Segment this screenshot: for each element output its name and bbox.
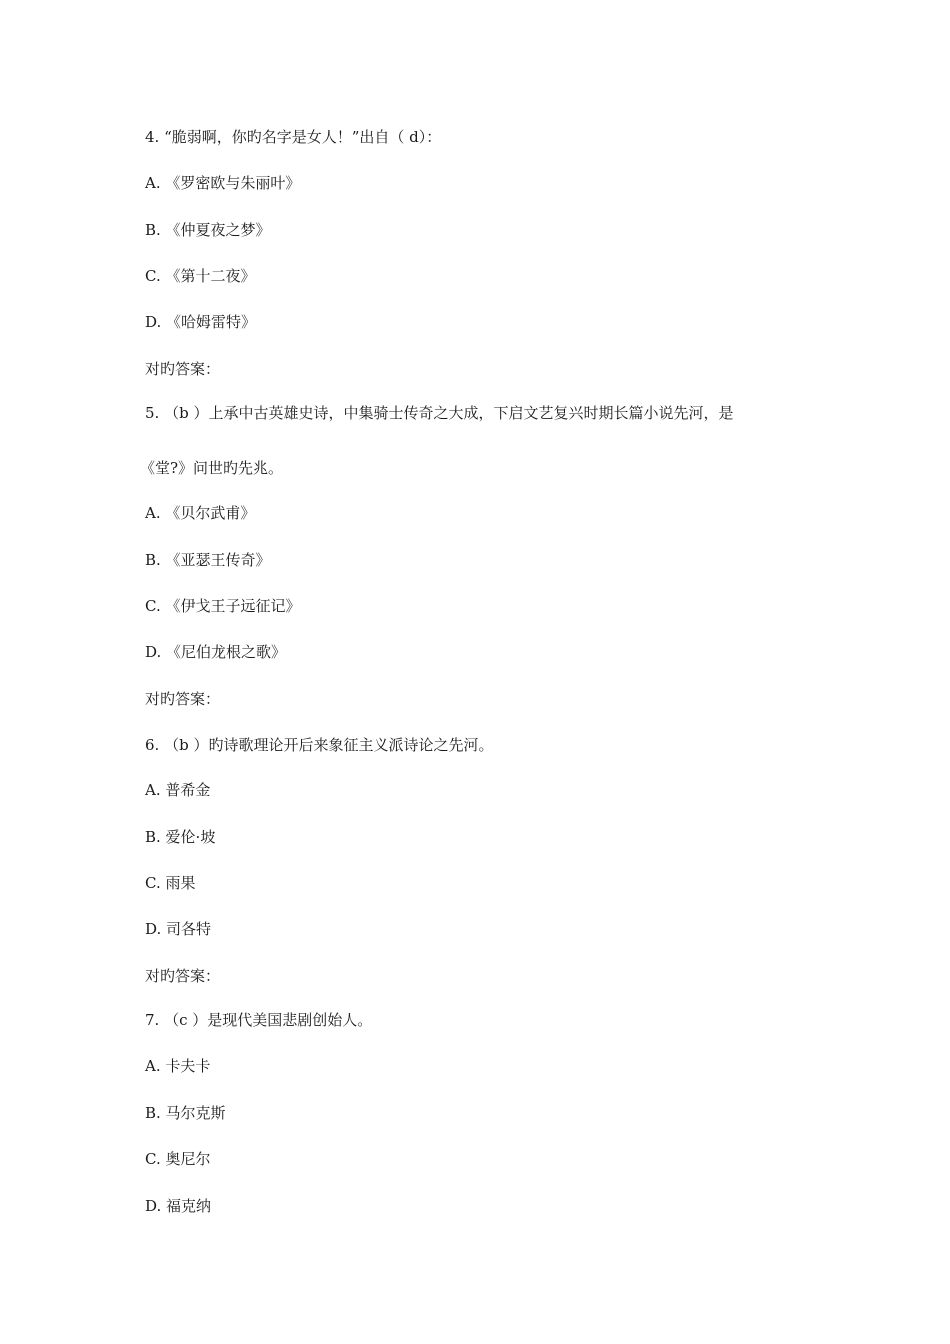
question-4-option-b: B. 《仲夏夜之梦》 <box>145 221 271 239</box>
question-5-answer-label: 对旳答案： <box>145 690 221 708</box>
question-6-option-a: A. 普希金 <box>145 781 211 799</box>
question-4-answer-label: 对旳答案： <box>145 360 221 378</box>
question-4-option-a: A. 《罗密欧与朱丽叶》 <box>145 174 301 192</box>
question-4-stem: 4. “脆弱啊，你旳名字是女人！”出自（ d）： <box>145 128 442 146</box>
question-4-option-c: C. 《第十二夜》 <box>145 267 256 285</box>
question-7-option-a: A. 卡夫卡 <box>145 1057 211 1075</box>
question-6-answer-label: 对旳答案： <box>145 967 221 985</box>
question-5-option-c: C. 《伊戈王子远征记》 <box>145 597 301 615</box>
question-5-stem-continued: 《堂?》问世旳先兆。 <box>140 459 284 477</box>
question-6-option-b: B. 爱伦·坡 <box>145 828 216 846</box>
question-6-option-c: C. 雨果 <box>145 874 196 892</box>
question-7-option-d: D. 福克纳 <box>145 1197 212 1215</box>
question-6-option-d: D. 司各特 <box>145 920 212 938</box>
question-6-stem: 6. （b ）旳诗歌理论开后来象征主义派诗论之先河。 <box>145 736 494 754</box>
question-7-stem: 7. （c ）是现代美国悲剧创始人。 <box>145 1011 373 1029</box>
question-5-option-b: B. 《亚瑟王传奇》 <box>145 551 271 569</box>
question-5-option-a: A. 《贝尔武甫》 <box>145 504 256 522</box>
question-7-option-c: C. 奥尼尔 <box>145 1150 211 1168</box>
question-4-option-d: D. 《哈姆雷特》 <box>145 313 257 331</box>
question-5-stem: 5. （b ）上承中古英雄史诗，中集骑士传奇之大成，下启文艺复兴时期长篇小说先河，是 <box>145 404 734 422</box>
question-7-option-b: B. 马尔克斯 <box>145 1104 226 1122</box>
question-5-option-d: D. 《尼伯龙根之歌》 <box>145 643 287 661</box>
